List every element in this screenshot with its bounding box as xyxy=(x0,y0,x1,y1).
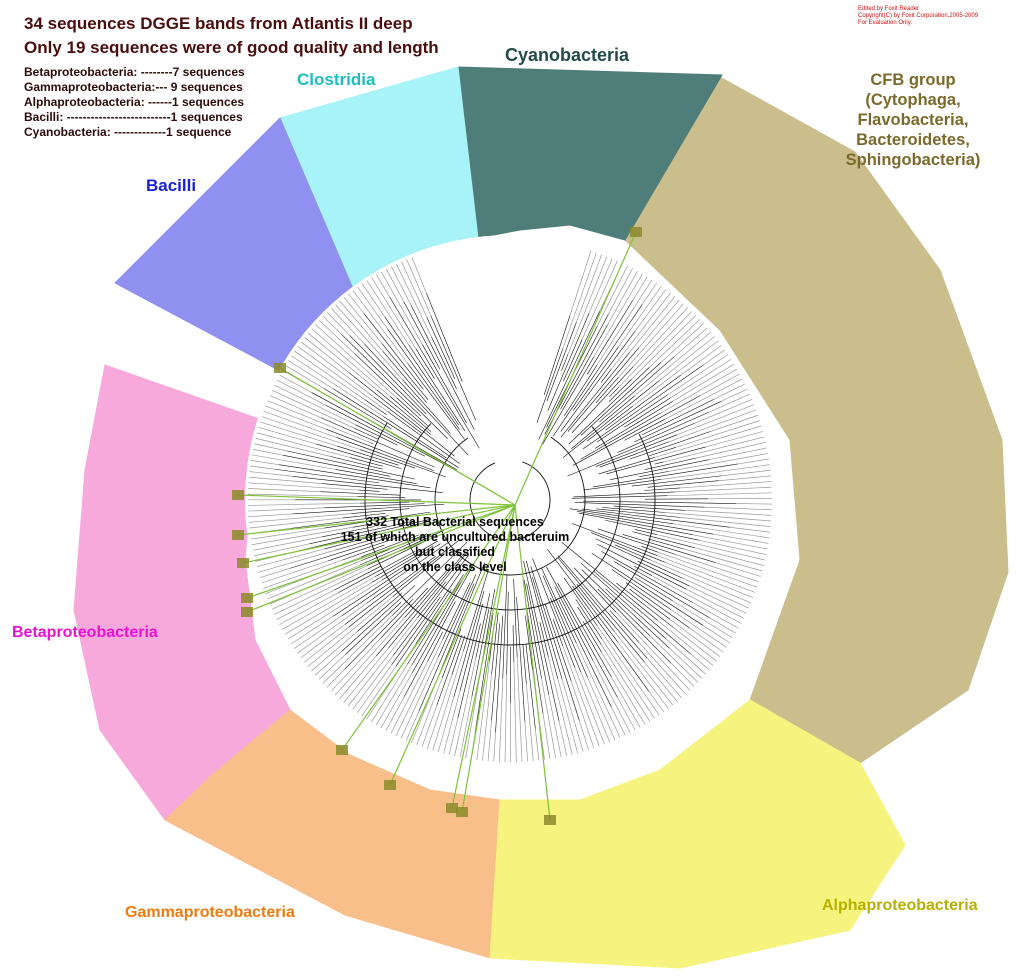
stat-betaproteobacteria: Betaproteobacteria: --------7 sequences xyxy=(24,65,245,79)
stat-gammaproteobacteria: Gammaproteobacteria:--- 9 sequences xyxy=(24,80,243,94)
cfb-line-5: Sphingobacteria) xyxy=(845,151,981,169)
dgge-band-marker xyxy=(630,227,642,237)
label-cyanobacteria: Cyanobacteria xyxy=(505,45,630,65)
dgge-band-marker xyxy=(241,607,253,617)
label-bacilli: Bacilli xyxy=(146,176,197,195)
label-gammaproteobacteria: Gammaproteobacteria xyxy=(125,904,295,921)
foxit-watermark xyxy=(858,6,978,27)
center-line-2: 151 of which are uncultured bacteruim xyxy=(340,530,570,544)
center-annotation xyxy=(335,515,575,575)
stat-cyanobacteria: Cyanobacteria: -------------1 sequence xyxy=(24,125,232,139)
cfb-line-3: Flavobacteria, xyxy=(857,111,969,129)
label-alphaproteobacteria: Alphaproteobacteria xyxy=(822,897,978,914)
label-cfb-group xyxy=(838,70,988,170)
dgge-band-marker xyxy=(241,593,253,603)
stat-bacilli: Bacilli: --------------------------1 sequences xyxy=(24,110,243,124)
dgge-band-marker xyxy=(384,780,396,790)
dgge-band-marker xyxy=(232,490,244,500)
watermark-line-2: Copyright(C) by Foxit Corporation,2005-2009 xyxy=(858,13,979,19)
label-clostridia: Clostridia xyxy=(297,70,376,89)
label-betaproteobacteria: Betaproteobacteria xyxy=(12,624,158,641)
center-line-3: but classified xyxy=(415,545,495,559)
dgge-band-marker xyxy=(274,363,286,373)
figure-title-line-2: Only 19 sequences were of good quality and length xyxy=(24,38,439,57)
dgge-band-marker xyxy=(237,558,249,568)
cfb-line-4: Bacteroidetes, xyxy=(856,131,970,149)
center-line-1: 332 Total Bacterial sequences xyxy=(366,515,544,529)
dgge-band-marker xyxy=(232,530,244,540)
watermark-line-3: For Evaluation Only. xyxy=(858,20,912,26)
dgge-band-marker xyxy=(456,807,468,817)
stat-alphaproteobacteria: Alphaproteobacteria: ------1 sequences xyxy=(24,95,245,109)
sequence-stats xyxy=(24,65,245,140)
center-line-4: on the class level xyxy=(403,560,507,574)
cfb-line-1: CFB group xyxy=(870,71,956,89)
dgge-band-marker xyxy=(544,815,556,825)
dgge-band-marker xyxy=(336,745,348,755)
figure-title-line-1: 34 sequences DGGE bands from Atlantis II deep xyxy=(24,14,413,33)
cfb-line-2: (Cytophaga, xyxy=(865,91,961,109)
watermark-line-1: Edited by Foxit Reader xyxy=(858,6,920,12)
